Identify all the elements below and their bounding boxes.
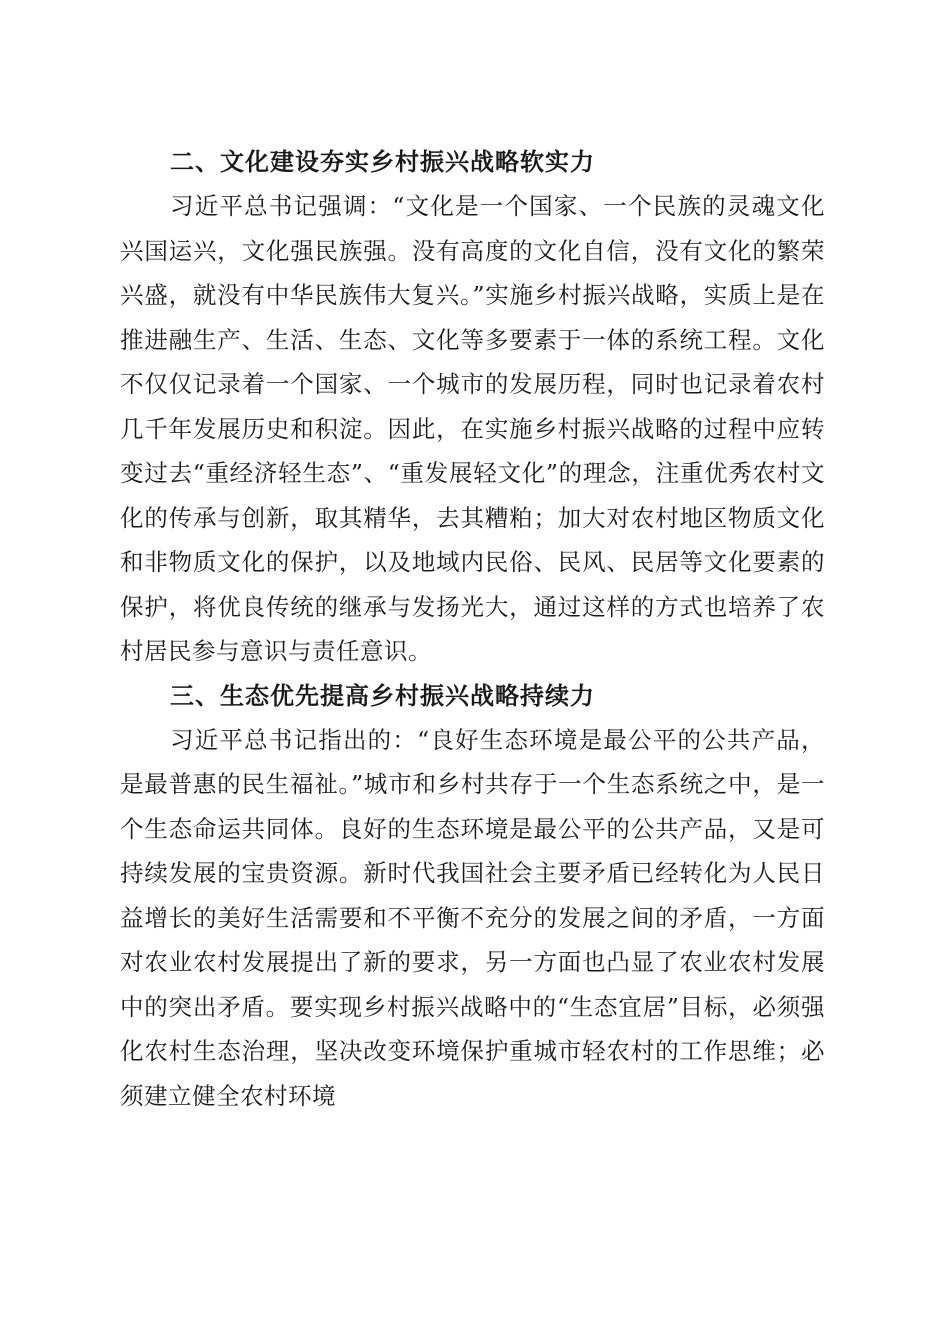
section-paragraph-culture: 习近平总书记强调：“文化是一个国家、一个民族的灵魂文化兴国运兴，文化强民族强。没有高度的文化自信，没有文化的繁荣兴盛，就没有中华民族伟大复兴。”实施乡村振兴战略，实质上是在推进融生产、生活、生态、文化等多要素于一体的系统工程。文化不仅仅记录着一个国家、一个城市的发展历程，同时也记录着农村几千年发展历史和积淀。因此，在实施乡村振兴战略的过程中应转变过去“重经济轻生态”、“重发展轻文化”的理念，注重优秀农村文化的传承与创新，取其精华，去其糟粕；加大对农村地区物质文化和非物质文化的保护，以及地域内民俗、民风、民居等文化要素的保护，将优良传统的继承与发扬光大，通过这样的方式也培养了农村居民参与意识与责任意识。 — [120, 192, 825, 665]
document-body — [120, 140, 825, 1118]
section-heading-culture: 二、文化建设夯实乡村振兴战略软实力 — [170, 148, 595, 176]
section-paragraph-ecology: 习近平总书记指出的：“良好生态环境是最公平的公共产品，是最普惠的民生福祉。”城市和乡村共存于一个生态系统之中，是一个生态命运共同体。良好的生态环境是最公平的公共产品，又是可持续发展的宝贵资源。新时代我国社会主要矛盾已经转化为人民日益增长的美好生活需要和不平衡不充分的发展之间的矛盾，一方面对农业农村发展提出了新的要求，另一方面也凸显了农业农村发展中的突出矛盾。要实现乡村振兴战略中的“生态宜居”目标，必须强化农村生态治理，坚决改变环境保护重城市轻农村的工作思维；必须建立健全农村环境 — [120, 725, 825, 1110]
section-heading-ecology: 三、生态优先提高乡村振兴战略持续力 — [170, 681, 595, 710]
